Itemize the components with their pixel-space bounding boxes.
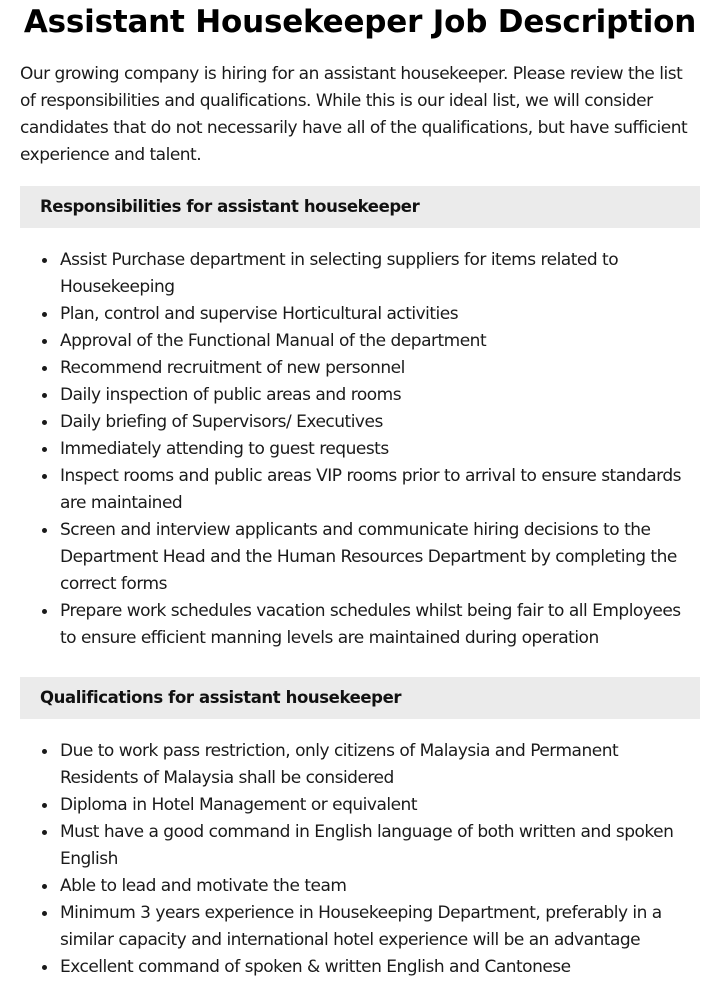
list-item: Daily inspection of public areas and rooms bbox=[60, 382, 700, 409]
list-item: Recommend recruitment of new personnel bbox=[60, 355, 700, 382]
list-item: Excellent command of spoken & written English and Cantonese bbox=[60, 954, 700, 981]
list-item: Must have a good command in English language of both written and spoken English bbox=[60, 819, 700, 873]
list-item: Assist Purchase department in selecting suppliers for items related to Housekeeping bbox=[60, 247, 700, 301]
list-item: Approval of the Functional Manual of the department bbox=[60, 328, 700, 355]
list-item: Daily briefing of Supervisors/ Executives bbox=[60, 409, 700, 436]
list-item: Screen and interview applicants and communicate hiring decisions to the Department Head and the Human Resources Department by completing the correct forms bbox=[60, 517, 700, 598]
responsibilities-list bbox=[20, 247, 700, 652]
list-item: Able to lead and motivate the team bbox=[60, 873, 700, 900]
list-item: Prepare work schedules vacation schedules whilst being fair to all Employees to ensure efficient manning levels are maintained during operation bbox=[60, 598, 700, 652]
page-title: Assistant Housekeeper Job Description bbox=[23, 4, 697, 40]
qualifications-list bbox=[20, 738, 700, 981]
responsibilities-heading: Responsibilities for assistant housekeeper bbox=[20, 186, 700, 228]
list-item: Due to work pass restriction, only citizens of Malaysia and Permanent Residents of Malaysia shall be considered bbox=[60, 738, 700, 792]
list-item: Immediately attending to guest requests bbox=[60, 436, 700, 463]
qualifications-heading: Qualifications for assistant housekeeper bbox=[20, 677, 700, 719]
intro-paragraph: Our growing company is hiring for an assistant housekeeper. Please review the list of responsibilities and qualifications. While this is our ideal list, we will consider candidates that do not necessarily have all of the qualifications, but have sufficient experience and talent. bbox=[20, 64, 688, 165]
list-item: Plan, control and supervise Horticultural activities bbox=[60, 301, 700, 328]
list-item: Inspect rooms and public areas VIP rooms prior to arrival to ensure standards are maintained bbox=[60, 463, 700, 517]
list-item: Minimum 3 years experience in Housekeeping Department, preferably in a similar capacity and international hotel experience will be an advantage bbox=[60, 900, 700, 954]
list-item: Diploma in Hotel Management or equivalent bbox=[60, 792, 700, 819]
